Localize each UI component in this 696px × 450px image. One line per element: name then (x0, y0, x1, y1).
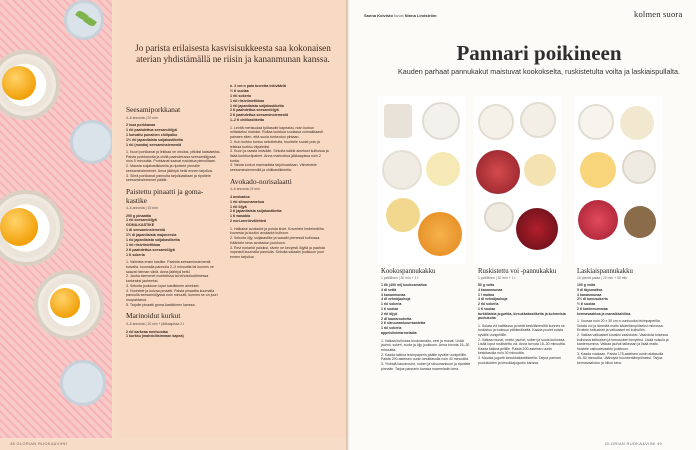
ingredient: 1 rkl japanilaista soijakastiketta (230, 103, 284, 108)
ingredient: 2 tl sitruunankuorraastetta (381, 321, 426, 326)
ingredient: 1 l maitoa (478, 292, 495, 297)
step: 1. Vatkaa kulhossa kookosmaito, vesi ja munat. Lisää jauhot, sokeri, suola ja öljy joukkoon. Anna turvota 15–30 minuuttia. (381, 338, 470, 352)
ingredient: 1 rkl japanilaista soijakastiketta (126, 238, 180, 243)
step: 3. Siirrä porkkanat pannulta tarjoiluastiaan ja ripottele seesaminsiemenet päälle. (126, 173, 211, 183)
recipe-meta: 4–6 annosta | 20 min (126, 115, 158, 120)
sugar-bowl (620, 106, 654, 140)
ingredient: 1 rkl riisiviinietikkaa (126, 242, 161, 247)
right-footer: GLORIAN RUOKA&VIINI 49 (605, 441, 663, 446)
cream-bowl (578, 104, 614, 140)
step: 3. Mausta jogurtti kirsukkakastikkeella. Tarjoa pannari puolukoiden ja kirsukkajogurtin kanssa. (478, 356, 561, 365)
ingredient: 1 rkl (mustia) seesaminsiemeniä (126, 142, 182, 147)
step: 2. Mausta soijakastikkeella ja ripottele pinnalle seesaminsiemenet. Anna jäähtyä hetki ennen tarjoilua. (126, 164, 213, 173)
ingredient: 1 tlk (400 ml) kookosmaitoa (381, 283, 427, 288)
strawberry-jam-bowl (578, 200, 618, 240)
ingredient-list (381, 283, 473, 335)
cardamom-bowl (624, 206, 656, 238)
ingredient: 1½ dl japanilaista majoneesia (126, 233, 177, 238)
milk-jar (384, 104, 412, 138)
ingredient: 50 g voita (478, 283, 495, 288)
photo-credit-label: kuvat (394, 13, 404, 18)
step: 1. Sulata voi kattilassa ja keitä keskilämmöllä kunnes se ruskistuu ja tuoksuu pähkinäiseltä. Kaada puolet voista syvälle uunipellille. (478, 323, 565, 337)
egg-yolk (0, 208, 38, 246)
ingredient: 1 tl suolaa (478, 307, 496, 312)
food-photo-coconut (378, 96, 466, 264)
ingredient: 1 kurkku (mahdollisimman kapea) (126, 334, 184, 339)
ingredient: 1 rkl riisiviinietikkaa (230, 98, 265, 103)
ingredient: kermavaahtoa ja mansikkahilloa (577, 311, 631, 316)
recipe-coconut (381, 268, 473, 372)
ingredient-list (230, 195, 330, 224)
ingredient: 1 rkl sokeria (230, 93, 251, 98)
step: 3. Kuori ja raasta inkivääri. Sekoita kaikki ainekset kulhossa ja lisää kurkkuviipaleet. Anna marinoitua jääkaapissa noin 2 tuntia. (230, 149, 329, 163)
ingredient: 100 g voita (577, 283, 596, 288)
step-list (126, 260, 222, 307)
step-list (381, 339, 473, 372)
left-column-2 (230, 84, 330, 265)
recipe-title: Kookospannukakku (381, 268, 436, 275)
recipe-meta: 1 pellillinen | 30 min + 1 t (381, 275, 419, 280)
lingonberry-bowl (476, 150, 520, 194)
ingredient: 1 rkl sokeria (381, 302, 402, 307)
ingredient: 2 nori-merilevälehteä (230, 219, 266, 224)
recipe-meta: 4–6 annosta | 5 min (230, 187, 260, 192)
recipe-meta: 4–6 annosta | 10 min + jääkaapissa 2 t (126, 321, 185, 326)
side-plate (70, 120, 112, 164)
marmalade-bowl (418, 212, 462, 256)
ingredient: 1 rkl paahdettua seesamiöljyä (126, 127, 177, 132)
recipe-meta: 1 pellillinen | 30 min + 1 t (478, 275, 516, 280)
egg-yolk-bowl (580, 152, 616, 188)
ingredient: 1 dl seesaminsiemeniä (126, 228, 165, 233)
ingredient-list (126, 123, 222, 147)
side-plate (60, 360, 106, 406)
step: 2. Jauha siemenet morttelissa tai tehosekoittimessa karkeaksi jauheeksi. (126, 274, 209, 283)
ingredient-list (230, 84, 330, 123)
ingredient-list (478, 283, 570, 321)
ingredient: ½ tl suolaa (230, 88, 249, 93)
flour-bowl (622, 150, 656, 184)
ingredient: 4 kananmunaa (478, 287, 503, 292)
page-intro: Kauden parhaat pannukakut maistuvat kookokselta, ruskistetulta voilta ja laskiaispullalta. (397, 67, 681, 76)
ingredient: 4 kananmunaa (577, 292, 602, 297)
step: 2. Kun kurkku tuntuu sekoitetulta, huuhtele suolat pois ja leikkaa kurkku viipaleiksi. (230, 139, 320, 149)
ingredient: GOMA-KASTIKE (126, 223, 155, 228)
author-name: Sanna Koivisto (364, 13, 393, 18)
recipe-meta: 4–6 annosta | 15 min (126, 206, 158, 210)
step: 1. Valmista ensin kastike. Paahda seesaminsiemeniä kuivalla, kuumalla pannulla 2–3 minuuttia tai kunnes ne saavat hieman väriä. Anna jäähtyä hetki. (126, 260, 214, 274)
ingredient: 200 g pinaattia (126, 213, 151, 218)
step: 2. Kaada taikina leivinpaperin päälle syvälle uunipellille. Paista 200-asteisen uunin keskitasolla noin 40 minuuttia. (381, 352, 469, 362)
ingredient: 2 tl paahdettua seesaminsiemeniä (230, 113, 289, 118)
egg-bowl (426, 152, 460, 186)
recipe-title: Ruskistettu voi -pannukakku (478, 268, 557, 275)
recipe-title: Avokado-norisalaatti (230, 176, 292, 186)
recipe-meta: 16 pientä palaa | 20 min + 50 min (577, 275, 628, 280)
ingredient: n. 2 cm:n pala tuoretta inkivääriä (230, 84, 286, 88)
flour-bowl (382, 150, 422, 190)
step: 2. Vatkaa munat, maito, jauhot, sokeri ja suola kulhossa. Lisää loput ruskistettu voi. Anna turvota 15–30 minuuttia. Kaada taikina pellille. Paista 200-asteisen uunin keskitasolla noin 30 minuuttia. (478, 337, 566, 356)
step-list (230, 227, 330, 260)
ingredient: 4 kananmunaa (381, 292, 406, 297)
step: 1. Halkaise avokadot ja poista kivet. Kovertele hedelmäliha kuoresta ja kuutioi avokadot kulhoon. (230, 226, 324, 236)
ingredient: 1½ rkl japanilaista soijakastiketta (126, 137, 183, 142)
left-headline: Jo parista erilaisesta kasvisisukkeesta saa kokonaisen aterian yhdistämällä ne riisin ja kananmunan kanssa. (135, 43, 331, 64)
step: 2. Vatkaa valkuaiset kovaksi vaahdoksi. Vaahdota toisessa kulhossa keltuaiset ja tomusokeri kevyeksi. Lisää voisula ja kardemumma. Vatkaa jauhot taikinaan ja lisää maito. Nostele valkuaisvaahto joukkoon. (577, 333, 669, 351)
egg-yolk (50, 288, 80, 318)
ingredient: 2 rkl karkeaa merisuolaa (126, 329, 168, 334)
step: 3. Kaada vuokaan. Paista 175-asteisen uunin alatasolla 45–50 minuuttia. Jäähdytä huoneenlämpöiseksi. Tarjoa kermavaahdon ja hillon kera. (577, 351, 664, 365)
left-footer: 48 GLORIAN RUOKA&VIINI (10, 441, 68, 446)
recipe-title: Paistettu pinaatti ja goma-kastike (126, 187, 204, 205)
credits-line (364, 13, 437, 18)
food-photo-bowls (0, 0, 112, 438)
step-list (126, 150, 222, 183)
page-fold (346, 0, 350, 450)
food-photo-brown-butter (474, 96, 562, 264)
ingredient: 1 tl suolaa (381, 307, 399, 312)
ingredient: 2 rkl öljyä (381, 311, 398, 316)
ingredient-list (126, 330, 222, 339)
oil-bowl (386, 198, 420, 232)
ingredient: turkkilaista jogurttia, kirsukkakastiketta ja kohmeisia puolukoita (478, 311, 566, 321)
step: 3. Yhdistä kaurarouhe, sokeri ja sitruunankuori ja ripottele pinnalle. Tarjoa pannarin kanssa marmeladin kera. (381, 362, 471, 371)
left-column-1 (126, 106, 222, 342)
ingredient: 1 tl wasabia (230, 214, 251, 219)
ingredient: 2 rkl sokeria (478, 302, 499, 307)
step: 4. Huuhtele ja kuivaa pinaatti. Paista pinaattia kuumalla pannulla seesamiöljyssä noin minuutti, kunnes se on juuri nuupahtanut. (126, 288, 218, 302)
recipe-title: Seesamiporkkanat (126, 105, 181, 114)
step: 4. Valuta kurkut marinadista tarjoiluastiaan. Viimeistele seesaminsiemenillä ja chilikastikkeella. (230, 163, 317, 173)
recipe-title: Laskiaispannukakku (577, 268, 633, 275)
ingredient: 2 isoa porkkanaa (126, 123, 156, 128)
ingredient: 2 tl kardemummaa (577, 307, 608, 312)
coconut-milk-bowl (422, 102, 460, 140)
step: 1. Kuori porkkanat ja leikkaa ne ohuiksi, pitkiksi kaistaleiksi. Paista porkkanoita ja chiliä paahdetussa seesamiöljyssä noin 5 minuuttia. Porkkanat saavat ruskistua pinnoiltaan. (126, 150, 221, 164)
butter-bowl (524, 154, 556, 186)
step: 3. Revi noriarkit paloiksi, sivele ne kevyesti öljyllä ja paahda nopeasti kuumalla pannulla. Sekoita salaatin joukkoon juuri ennen tarjoilua. (230, 245, 325, 259)
yogurt-bowl (520, 102, 556, 138)
ingredient: 1 kuivattu punainen chilipalko (126, 132, 178, 137)
ingredient: 2 tl paahdettua seesamiöljyä (126, 247, 175, 252)
ingredient: 5 dl täysmaitoa (577, 287, 603, 292)
recipe-laskiainen (577, 268, 669, 366)
milk-bowl (478, 104, 514, 140)
ingredient: appelsiinimarmeladia (381, 331, 417, 336)
ingredient: 1–2 tl chilikastiketta (230, 118, 264, 123)
ingredient: 4 dl vehnäjauhoja (478, 297, 508, 302)
ingredient: 1 tl sokeria (126, 252, 145, 257)
step-list (230, 126, 330, 173)
step-list (577, 319, 669, 365)
ingredient: 2 tl paahdettua seesamiöljyä (230, 108, 279, 113)
step: 3. Sekoita joukkoon loput kastikkeen ainekset. (126, 283, 200, 288)
ingredient: 2½ dl tomusokeria (577, 297, 608, 302)
page-title: Pannari poikineen (456, 41, 622, 65)
ingredient-list (577, 283, 669, 316)
step: 5. Tarjoile pinaatti goma-kastikkeen kanssa. (126, 302, 196, 307)
ingredient-list (126, 214, 222, 258)
flour-bowl (484, 202, 514, 232)
ingredient: 4 dl settä (381, 287, 397, 292)
recipe-title: Marinoidut kurkut (126, 311, 181, 321)
ingredient: ½ tl suolaa (577, 302, 596, 307)
egg-yolk (2, 66, 36, 100)
step-list (478, 324, 570, 366)
ingredient: 1 rkl sitruunamehua (230, 199, 265, 204)
section-title: kolmen suora (634, 9, 683, 19)
step: 1. Vuoraa noin 20 x 30 cm:n uunivuoka leivinpaperilla. Sulata voi ja lämmitä maito kädenlämpöiseksi mikrossa. Erottele keltuaiset ja valkuaiset eri kulhoihin. (577, 319, 664, 333)
food-photo-laskiainen (574, 96, 662, 264)
ingredient: 4 avokadoa (230, 194, 250, 199)
ingredient: 1 rkl seesamiöljyä (126, 218, 157, 223)
photographer-name: Ninna Lindström (404, 13, 437, 18)
recipe-brown-butter (478, 268, 570, 366)
step: 2. Sekoita öljy, soijakastike ja wasabi pienessä kulhossa. Kääntele seos avokadon joukkoon. (230, 236, 321, 245)
ingredient: 4 dl vehnäjauhoja (381, 297, 411, 302)
ingredient: 1 rkl sokeria (381, 326, 402, 331)
cherry-sauce-bowl (516, 208, 558, 250)
ingredient: 2 tl japanilaista soijakastiketta (230, 209, 282, 214)
ingredient: 2 dl kaurarouhetta (381, 316, 412, 321)
ingredient: 1 rkl öljyä (230, 204, 247, 209)
step: 1. Levitä merisuolaa työtasolle kapeaksi, noin kurkun mittaiseksi matoksi. Rullaa kurkkua suolassa voimakkaasti painaen siten, että suola tunkeutuu pintaan. (230, 125, 323, 140)
